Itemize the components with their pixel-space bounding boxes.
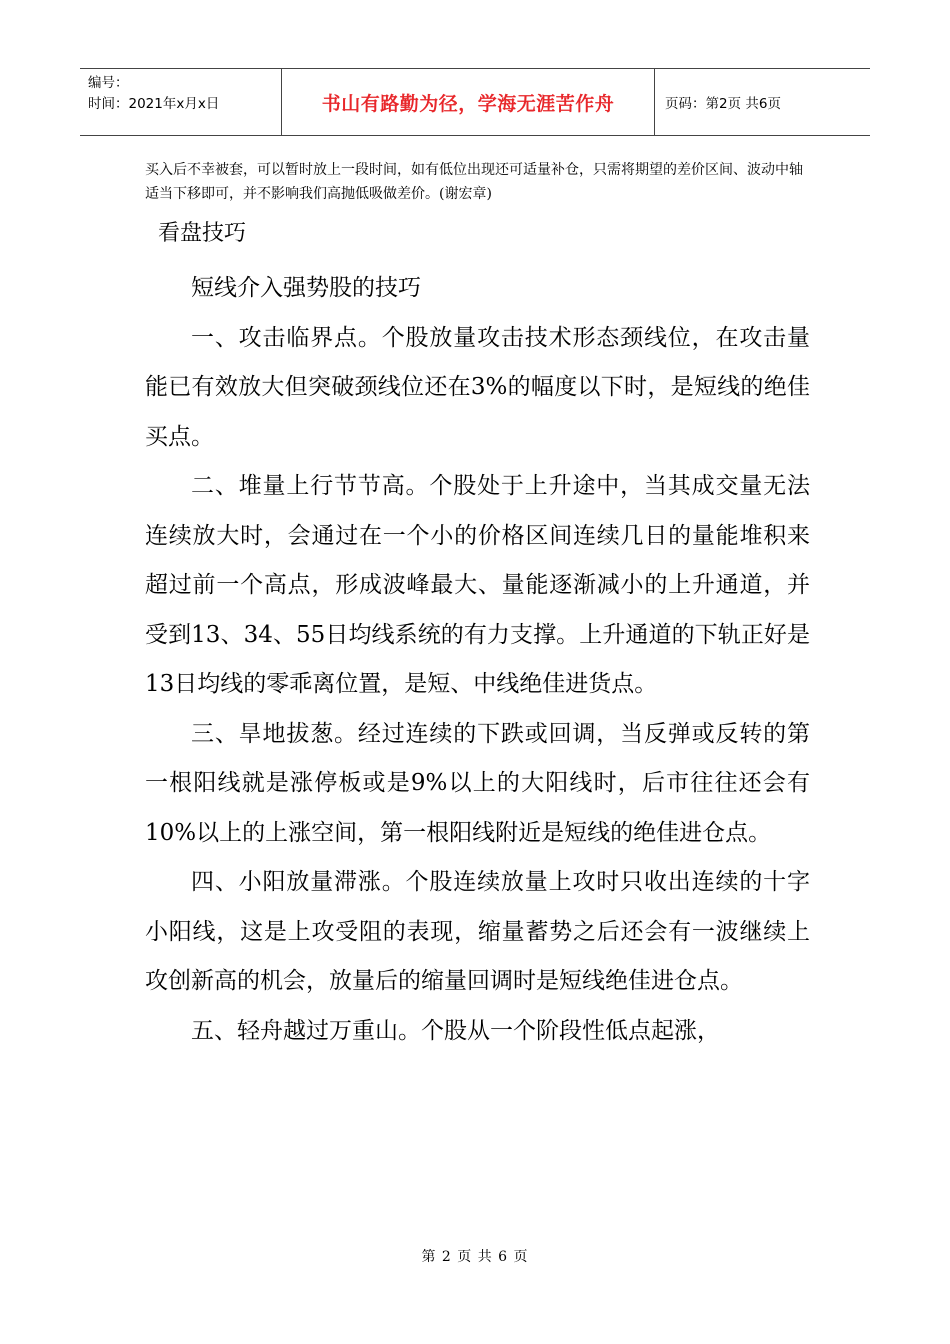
header-meta	[80, 69, 282, 135]
paragraph: 一、攻击临界点。个股放量攻击技术形态颈线位，在攻击量能已有效放大但突破颈线位还在3%的幅度以下时，是短线的绝佳买点。	[145, 324, 810, 450]
paragraph: 五、轻舟越过万重山。个股从一个阶段性低点起涨，	[191, 1017, 720, 1044]
header-motto-cell	[282, 69, 655, 135]
document-header	[80, 68, 870, 136]
number-label: 编号：	[88, 75, 129, 91]
section-title: 看盘技巧	[158, 221, 247, 246]
paragraph: 三、旱地拔葱。经过连续的下跌或回调，当反弹或反转的第一根阳线就是涨停板或是9%以上的大阳线时，后市往往还会有10%以上的上涨空间，第一根阳线附近是短线的绝佳进仓点。	[145, 720, 810, 846]
body-text	[145, 264, 810, 1056]
carryover-paragraph	[145, 158, 815, 206]
subheading: 短线介入强势股的技巧	[191, 275, 421, 301]
motto-text: 书山有路勤为径，学海无涯苦作舟	[321, 92, 615, 115]
header-page-cell	[655, 69, 870, 135]
carryover-text: 买入后不幸被套，可以暂时放上一段时间，如有低位出现还可适量补仓，只需将期望的差价区间、波动中轴适当下移即可，并不影响我们高抛低吸做差价。(谢宏章)	[145, 162, 803, 202]
time-label: 时间：2021年x月x日	[88, 96, 220, 112]
paragraph: 二、堆量上行节节高。个股处于上升途中，当其成交量无法连续放大时，会通过在一个小的价格区间连续几日的量能堆积来超过前一个高点，形成波峰最大、量能逐渐减小的上升通道，并受到13、34、55日均线系统的有力支撑。上升通道的下轨正好是13日均线的零乖离位置，是短、中线绝佳进货点。	[145, 473, 810, 697]
page-footer: 第 2 页 共 6 页	[421, 1249, 529, 1265]
page-label: 页码：第2页 共6页	[665, 96, 781, 112]
paragraph: 四、小阳放量滞涨。个股连续放量上攻时只收出连续的十字小阳线，这是上攻受阻的表现，缩量蓄势之后还会有一波继续上攻创新高的机会，放量后的缩量回调时是短线绝佳进仓点。	[145, 869, 810, 994]
